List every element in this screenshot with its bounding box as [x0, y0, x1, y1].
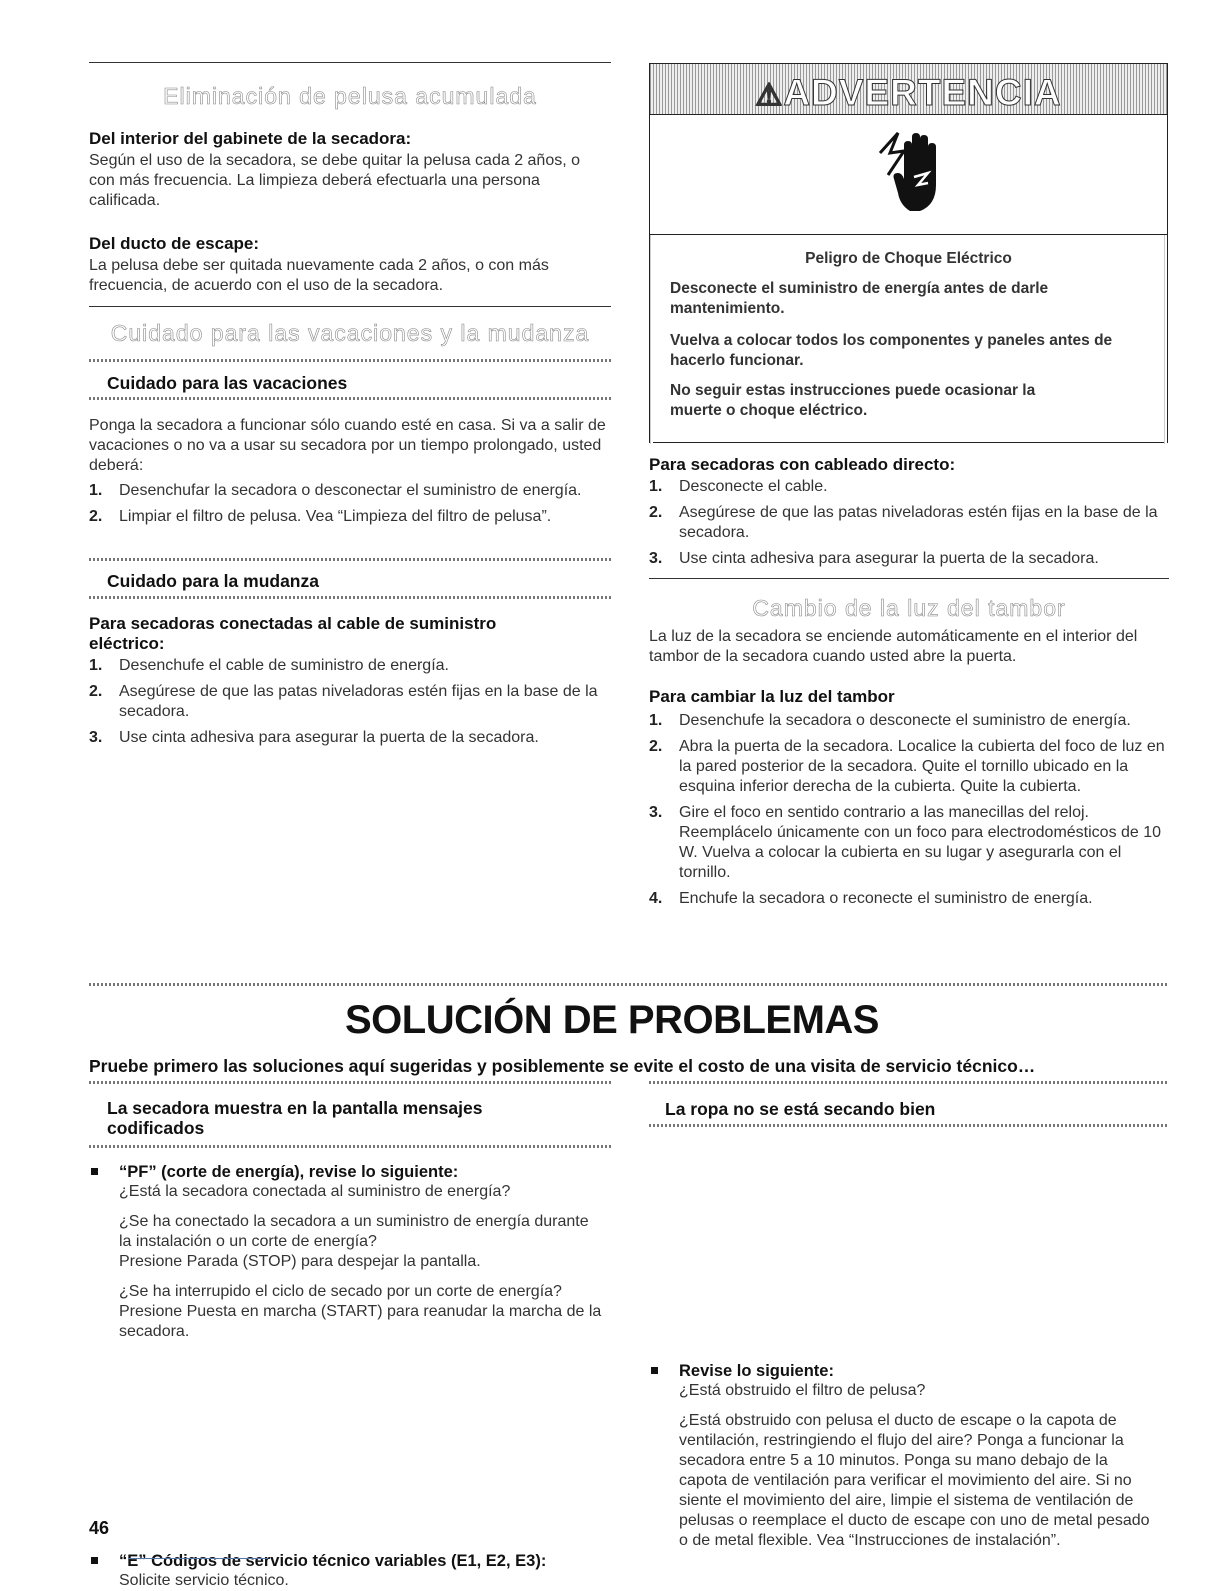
- e-codes-heading: “E” Códigos de servicio técnico variables (E1, E2, E3):: [119, 1552, 547, 1570]
- drum-heading: Para cambiar la luz del tambor: [649, 687, 895, 706]
- warning-triangle-icon: ⚠: [755, 79, 784, 112]
- list-item: 1. Desenchufe la secadora o desconecte el suministro de energía.: [649, 712, 1131, 729]
- list-item: 2. Asegúrese de que las patas niveladoras estén fijas en la base de la secadora.: [89, 683, 598, 720]
- drum-body: La luz de la secadora se enciende automáticamente en el interior del tambor de la secadora cuando usted abre la puerta.: [649, 628, 1138, 665]
- codes-heading: La secadora muestra en la pantalla mensajes codificados: [107, 1098, 483, 1138]
- vacation-body: Ponga la secadora a funcionar sólo cuando esté en casa. Si va a salir de vacaciones o no va a usar su secadora por un tiempo prolongado, usted deberá:: [89, 417, 606, 474]
- dotted-rule: [649, 1124, 1169, 1127]
- e-codes-text: Solicite servicio técnico.: [119, 1572, 289, 1589]
- pf-text-3b: Presione Puesta en marcha (START) para reanudar la marcha de la secadora.: [119, 1303, 602, 1340]
- rule-drum-section: [649, 578, 1169, 579]
- dotted-rule: [89, 1145, 611, 1148]
- pf-text-2a: ¿Se ha conectado la secadora a un suministro de energía durante la instalación o un corte de energía?: [119, 1213, 589, 1250]
- section-title-drum: Cambio de la luz del tambor: [752, 595, 1066, 621]
- bullet-square-icon: [91, 1557, 98, 1564]
- list-item: 3. Use cinta adhesiva para asegurar la puerta de la secadora.: [649, 550, 1099, 567]
- pf-heading: “PF” (corte de energía), revise lo siguiente:: [119, 1163, 459, 1181]
- warning-line-2: Vuelva a colocar todos los componentes y paneles antes de hacerlo funcionar.: [670, 332, 1113, 369]
- list-item: 1. Desconecte el cable.: [649, 478, 828, 495]
- list-item: 3. Use cinta adhesiva para asegurar la puerta de la secadora.: [89, 729, 539, 746]
- footer-rule: [128, 1558, 268, 1559]
- dotted-rule: [649, 1081, 1169, 1084]
- vacation-heading: Cuidado para las vacaciones: [107, 373, 348, 393]
- drying-heading: La ropa no se está secando bien: [665, 1099, 936, 1119]
- warning-text-area: [650, 234, 1167, 444]
- rule-vacation-section: [89, 306, 611, 307]
- page-number: 46: [89, 1518, 110, 1538]
- vacation-steps: [89, 481, 611, 533]
- pf-text-2b: Presione Parada (STOP) para despejar la pantalla.: [119, 1253, 481, 1270]
- trouble-title: SOLUCIÓN DE PROBLEMAS: [345, 998, 879, 1042]
- cord-heading: Para secadoras conectadas al cable de suministro eléctrico:: [89, 614, 497, 653]
- dotted-rule: [89, 596, 611, 599]
- moving-heading: Cuidado para la mudanza: [107, 571, 319, 591]
- cord-steps: [89, 656, 611, 754]
- dotted-rule: [89, 983, 1169, 986]
- drum-steps: [649, 711, 1169, 915]
- hazard-label: Peligro de Choque Eléctrico: [805, 250, 1012, 267]
- trouble-intro: Pruebe primero las soluciones aquí sugeridas y posiblemente se evite el costo de una visita de servicio técnico…: [89, 1056, 1036, 1076]
- check-text-1: ¿Está obstruido el filtro de pelusa?: [679, 1382, 926, 1399]
- warning-title: ⚠ADVERTENCIA: [755, 72, 1062, 113]
- list-item: 4. Enchufe la secadora o reconecte el suministro de energía.: [649, 890, 1093, 907]
- cabinet-body: Según el uso de la secadora, se debe quitar la pelusa cada 2 años, o con más frecuencia. La limpieza deberá efectuarla una persona calificada.: [89, 152, 581, 209]
- exhaust-heading: Del ducto de escape:: [89, 234, 260, 253]
- top-rule-left: [89, 62, 611, 63]
- direct-wire-heading: Para secadoras con cableado directo:: [649, 455, 956, 474]
- exhaust-body: La pelusa debe ser quitada nuevamente cada 2 años, o con más frecuencia, de acuerdo con el uso de la secadora.: [89, 257, 549, 294]
- check-text-2: ¿Está obstruido con pelusa el ducto de escape o la capota de ventilación, restringiendo el flujo del aire? Ponga a funcionar la secadora entre 5 a 10 minutos. Ponga su mano debajo de la capota de ventilación para verificar el movimiento del aire. Si no siente el movimiento del aire, limpie el sistema de ventilación de pelusas o reemplace el ducto de escape con uno de metal pesado o de metal flexible. Vea “Instrucciones de instalación”.: [679, 1412, 1150, 1549]
- cabinet-heading: Del interior del gabinete de la secadora:: [89, 129, 412, 148]
- check-heading: Revise lo siguiente:: [679, 1362, 834, 1380]
- list-item: 2. Limpiar el filtro de pelusa. Vea “Limpieza del filtro de pelusa”.: [89, 508, 552, 525]
- electric-shock-hand-icon: [870, 123, 950, 223]
- warning-line-3: No seguir estas instrucciones puede ocasionar la muerte o choque eléctrico.: [670, 382, 1036, 419]
- section-title-lint: Eliminación de pelusa acumulada: [163, 83, 537, 109]
- section-title-vacation: Cuidado para las vacaciones y la mudanza: [110, 320, 590, 346]
- dotted-rule: [89, 558, 611, 561]
- bullet-square-icon: [651, 1367, 658, 1374]
- warning-line-1: Desconecte el suministro de energía antes de darle mantenimiento.: [670, 280, 1049, 317]
- pf-text-1: ¿Está la secadora conectada al suministro de energía?: [119, 1183, 511, 1200]
- list-item: 2. Abra la puerta de la secadora. Localice la cubierta del foco de luz en la pared posterior de la secadora. Quite el tornillo ubicado en la esquina inferior derecha de la cubierta. Quite la cubierta.: [649, 738, 1165, 795]
- list-item: 1. Desenchufar la secadora o desconectar el suministro de energía.: [89, 482, 582, 499]
- list-item: 3. Gire el foco en sentido contrario a las manecillas del reloj. Reemplácelo únicamente con un foco para electrodomésticos de 10 W. Vuelva a colocar la cubierta en su lugar y asegurarla con el tornillo.: [649, 804, 1162, 881]
- list-item: 2. Asegúrese de que las patas niveladoras estén fijas en la base de la secadora.: [649, 504, 1158, 541]
- direct-wire-steps: [649, 477, 1171, 575]
- drying-check-item: [649, 1361, 1179, 1551]
- e-codes-item: [89, 1551, 641, 1591]
- shock-icon-area: [650, 114, 1167, 232]
- warning-box: [649, 63, 1168, 443]
- pf-text-3a: ¿Se ha interrupido el ciclo de secado por un corte de energía?: [119, 1283, 562, 1300]
- dotted-rule: [89, 397, 611, 400]
- list-item: 1. Desenchufe el cable de suministro de energía.: [89, 657, 449, 674]
- dotted-rule: [89, 1081, 611, 1084]
- bullet-square-icon: [91, 1168, 98, 1175]
- dotted-rule: [89, 359, 611, 362]
- pf-item: [89, 1162, 641, 1342]
